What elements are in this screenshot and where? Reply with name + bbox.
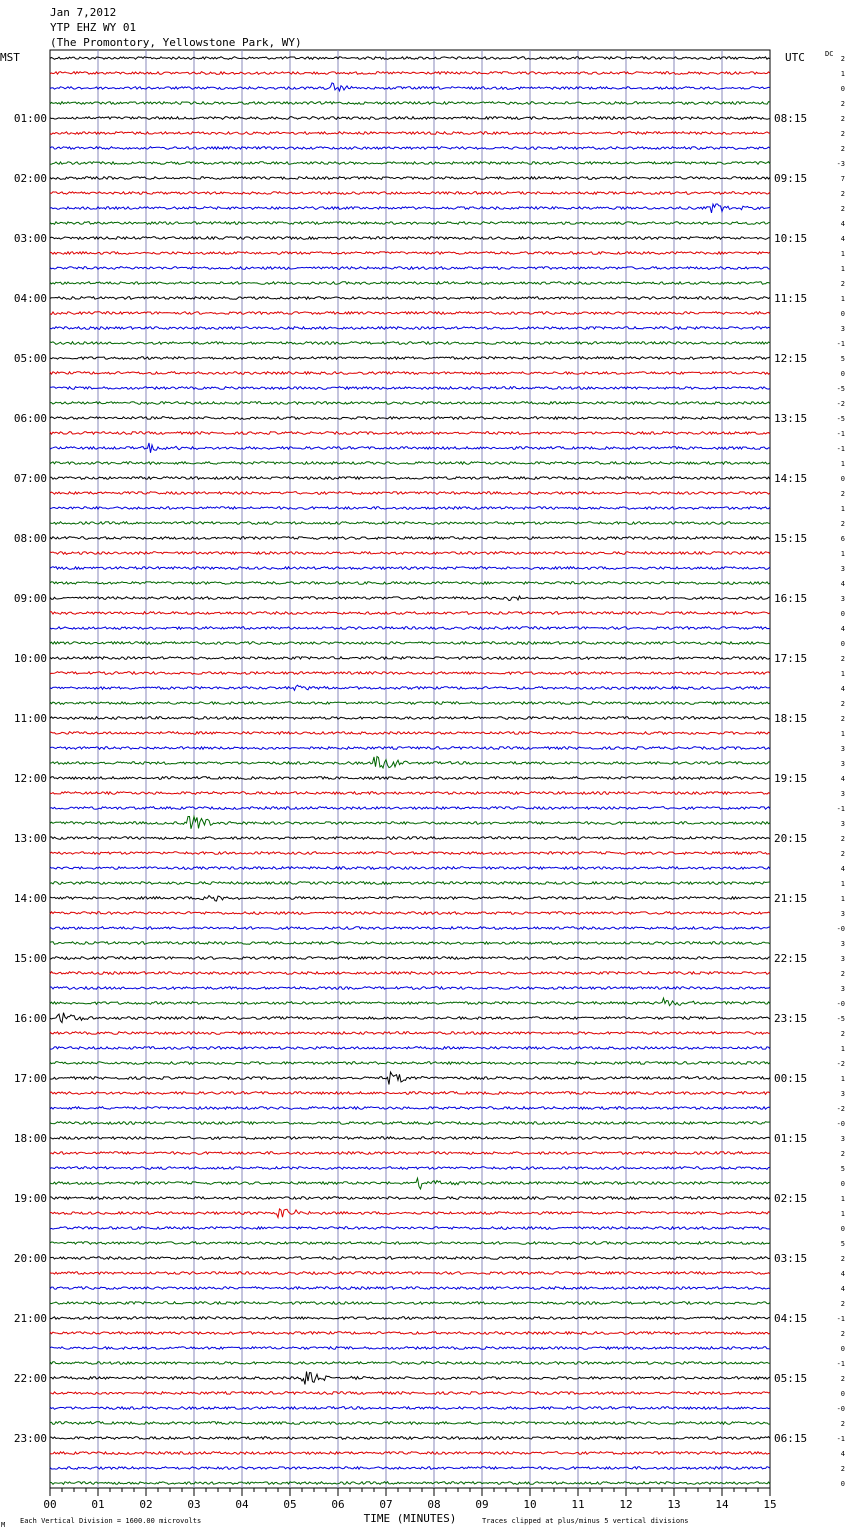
x-tick-label: 04 — [235, 1498, 249, 1511]
dc-offset-value: 5 — [840, 355, 845, 363]
seismic-trace — [50, 685, 770, 690]
dc-offset-value: 1 — [840, 70, 845, 78]
dc-offset-value: 2 — [840, 715, 845, 723]
dc-offset-value: 2 — [840, 700, 845, 708]
dc-offset-value: 5 — [840, 1165, 845, 1173]
seismic-trace — [50, 72, 770, 75]
dc-offset-value: 3 — [840, 955, 845, 963]
left-timezone-label: MST — [0, 51, 20, 64]
dc-offset-value: 1 — [840, 250, 845, 258]
seismic-trace — [50, 507, 770, 510]
dc-offset-value: -1 — [836, 1315, 845, 1323]
dc-offset-value: 3 — [840, 745, 845, 753]
dc-offset-value: 3 — [840, 325, 845, 333]
seismic-trace — [50, 192, 770, 195]
mst-hour-label: 23:00 — [13, 1432, 47, 1445]
dc-offset-value: 2 — [840, 1330, 845, 1338]
seismic-trace — [50, 147, 770, 150]
x-tick-label: 14 — [715, 1498, 729, 1511]
dc-offset-value: 4 — [840, 220, 845, 228]
mst-hour-label: 05:00 — [13, 352, 47, 365]
dc-offset-labels — [837, 55, 845, 1488]
dc-offset-value: 4 — [840, 865, 845, 873]
utc-hour-label: 06:15 — [774, 1432, 808, 1445]
seismic-trace — [50, 1227, 770, 1230]
dc-offset-value: -0 — [836, 1120, 845, 1128]
seismic-trace — [50, 1122, 770, 1125]
dc-offset-value: 2 — [840, 970, 845, 978]
dc-offset-value: 2 — [840, 190, 845, 198]
dc-offset-value: 1 — [840, 730, 845, 738]
dc-offset-value: 2 — [840, 1255, 845, 1263]
seismic-trace — [50, 1072, 770, 1085]
dc-offset-value: 2 — [840, 205, 845, 213]
utc-hour-label: 12:15 — [774, 352, 808, 365]
dc-offset-value: 1 — [840, 895, 845, 903]
x-tick-label: 03 — [187, 1498, 201, 1511]
mst-hour-label: 09:00 — [13, 592, 47, 605]
utc-hour-label: 18:15 — [774, 712, 808, 725]
dc-offset-value: 2 — [840, 1465, 845, 1473]
dc-offset-value: 3 — [840, 1135, 845, 1143]
seismic-trace — [50, 972, 770, 975]
seismic-trace — [50, 462, 770, 465]
record-date: Jan 7,2012 — [50, 6, 117, 19]
seismic-trace — [50, 657, 770, 660]
dc-offset-value: 4 — [840, 1450, 845, 1458]
seismic-trace — [50, 1062, 770, 1065]
seismic-trace — [50, 1302, 770, 1305]
dc-offset-value: 0 — [840, 85, 845, 93]
utc-hour-label: 03:15 — [774, 1252, 808, 1265]
dc-offset-value: 2 — [840, 850, 845, 858]
seismic-trace — [50, 642, 770, 645]
dc-offset-value: 1 — [840, 1210, 845, 1218]
dc-offset-value: -1 — [836, 340, 845, 348]
dc-offset-value: 0 — [840, 610, 845, 618]
x-tick-label: 12 — [619, 1498, 633, 1511]
seismic-trace — [50, 402, 770, 405]
dc-offset-value: -1 — [836, 445, 845, 453]
mst-hour-label: 15:00 — [13, 952, 47, 965]
seismic-trace — [50, 1137, 770, 1140]
utc-hour-label: 14:15 — [774, 472, 808, 485]
mst-hour-label: 06:00 — [13, 412, 47, 425]
mst-hour-label: 14:00 — [13, 892, 47, 905]
seismic-trace — [50, 57, 770, 60]
dc-offset-value: -0 — [836, 1405, 845, 1413]
dc-offset-value: 0 — [840, 1180, 845, 1188]
mst-hour-label: 18:00 — [13, 1132, 47, 1145]
seismic-trace — [50, 998, 770, 1006]
utc-hour-label: 02:15 — [774, 1192, 808, 1205]
dc-offset-value: 1 — [840, 505, 845, 513]
mst-hour-label: 22:00 — [13, 1372, 47, 1385]
seismic-trace — [50, 1287, 770, 1290]
seismic-trace — [50, 807, 770, 810]
seismic-trace — [50, 1482, 770, 1485]
seismic-trace — [50, 867, 770, 870]
dc-offset-value: 3 — [840, 565, 845, 573]
mst-hour-label: 17:00 — [13, 1072, 47, 1085]
dc-offset-value: 1 — [840, 265, 845, 273]
dc-offset-value: -2 — [836, 400, 845, 408]
utc-hour-label: 00:15 — [774, 1072, 808, 1085]
utc-hour-label: 11:15 — [774, 292, 808, 305]
seismic-trace — [50, 612, 770, 615]
utc-hour-label: 09:15 — [774, 172, 808, 185]
dc-offset-value: 2 — [840, 520, 845, 528]
seismic-trace — [50, 522, 770, 525]
dc-offset-value: 1 — [840, 550, 845, 558]
dc-offset-value: 2 — [840, 1150, 845, 1158]
seismic-trace — [50, 537, 770, 540]
seismic-trace — [50, 492, 770, 495]
mst-hour-label: 13:00 — [13, 832, 47, 845]
mst-hour-label: 20:00 — [13, 1252, 47, 1265]
seismic-trace — [50, 757, 770, 768]
seismic-trace — [50, 297, 770, 300]
seismic-trace — [50, 1372, 770, 1385]
x-tick-label: 07 — [379, 1498, 393, 1511]
dc-offset-value: 2 — [840, 145, 845, 153]
utc-hour-labels — [774, 112, 807, 1445]
dc-offset-value: 0 — [840, 1390, 845, 1398]
seismic-trace — [50, 957, 770, 960]
dc-offset-value: 0 — [840, 1345, 845, 1353]
dc-offset-value: 4 — [840, 235, 845, 243]
mst-hour-label: 12:00 — [13, 772, 47, 785]
seismic-trace — [50, 1032, 770, 1035]
seismic-trace — [50, 552, 770, 555]
dc-offset-value: 1 — [840, 880, 845, 888]
dc-offset-value: -2 — [836, 1060, 845, 1068]
seismic-trace — [50, 817, 770, 829]
clip-note: Traces clipped at plus/minus 5 vertical divisions — [482, 1517, 689, 1525]
dc-offset-value: 2 — [840, 130, 845, 138]
seismic-trace — [50, 282, 770, 285]
dc-offset-value: -5 — [836, 415, 845, 423]
mst-hour-labels — [14, 112, 47, 1445]
dc-offset-value: 2 — [840, 655, 845, 663]
x-tick-label: 02 — [139, 1498, 153, 1511]
dc-offset-value: 2 — [840, 280, 845, 288]
x-tick-label: 00 — [43, 1498, 57, 1511]
dc-offset-value: 5 — [840, 1240, 845, 1248]
dc-offset-value: 4 — [840, 775, 845, 783]
utc-hour-label: 04:15 — [774, 1312, 808, 1325]
dc-offset-value: 2 — [840, 100, 845, 108]
seismic-traces — [50, 57, 770, 1485]
seismic-trace — [50, 1092, 770, 1095]
dc-offset-value: 1 — [840, 1045, 845, 1053]
seismic-trace — [50, 117, 770, 120]
mst-hour-label: 16:00 — [13, 1012, 47, 1025]
seismic-trace — [50, 912, 770, 915]
seismic-trace — [50, 942, 770, 945]
seismic-trace — [50, 732, 770, 735]
seismic-trace — [50, 372, 770, 375]
utc-hour-label: 15:15 — [774, 532, 808, 545]
seismic-trace — [50, 596, 770, 601]
dc-offset-value: -0 — [836, 1000, 845, 1008]
x-tick-label: 06 — [331, 1498, 345, 1511]
dc-offset-value: 3 — [840, 595, 845, 603]
seismic-trace — [50, 627, 770, 630]
seismic-trace — [50, 1452, 770, 1455]
utc-hour-label: 22:15 — [774, 952, 808, 965]
utc-hour-label: 13:15 — [774, 412, 808, 425]
mst-hour-label: 01:00 — [13, 112, 47, 125]
seismic-trace — [50, 477, 770, 480]
seismic-trace — [50, 702, 770, 705]
dc-offset-value: 2 — [840, 835, 845, 843]
dc-offset-value: 3 — [840, 985, 845, 993]
seismic-trace — [50, 443, 770, 453]
x-tick-label: 15 — [763, 1498, 777, 1511]
seismic-trace — [50, 837, 770, 840]
dc-offset-value: 7 — [840, 175, 845, 183]
seismic-trace — [50, 852, 770, 855]
dc-offset-value: -1 — [836, 1360, 845, 1368]
seismic-trace — [50, 222, 770, 225]
dc-offset-value: 0 — [840, 1225, 845, 1233]
seismic-trace — [50, 83, 770, 91]
mst-hour-label: 02:00 — [13, 172, 47, 185]
dc-offset-header: DC — [825, 50, 834, 58]
seismic-trace — [50, 1272, 770, 1275]
dc-offset-value: 4 — [840, 1285, 845, 1293]
seismic-trace — [50, 327, 770, 330]
seismic-trace — [50, 1242, 770, 1245]
seismic-trace — [50, 1047, 770, 1050]
seismic-trace — [50, 102, 770, 105]
x-tick-label: 05 — [283, 1498, 297, 1511]
seismic-trace — [50, 1317, 770, 1320]
x-axis-ticks — [43, 1488, 776, 1511]
x-tick-label: 10 — [523, 1498, 537, 1511]
dc-offset-value: 1 — [840, 1195, 845, 1203]
dc-offset-value: 4 — [840, 685, 845, 693]
dc-offset-value: 3 — [840, 1090, 845, 1098]
dc-offset-value: -1 — [836, 430, 845, 438]
seismic-trace — [50, 1407, 770, 1410]
mst-hour-label: 03:00 — [13, 232, 47, 245]
dc-offset-value: 4 — [840, 580, 845, 588]
utc-hour-label: 08:15 — [774, 112, 808, 125]
utc-hour-label: 16:15 — [774, 592, 808, 605]
dc-offset-value: -5 — [836, 1015, 845, 1023]
dc-offset-value: 2 — [840, 1030, 845, 1038]
x-tick-label: 08 — [427, 1498, 441, 1511]
scale-note: Each Vertical Division = 1600.00 microvolts — [20, 1517, 202, 1525]
dc-offset-value: 2 — [840, 490, 845, 498]
dc-offset-value: -2 — [836, 1105, 845, 1113]
utc-hour-label: 23:15 — [774, 1012, 808, 1025]
x-tick-label: 13 — [667, 1498, 681, 1511]
seismic-trace — [50, 204, 770, 213]
dc-offset-value: -1 — [836, 805, 845, 813]
seismic-trace — [50, 417, 770, 420]
corner-mark: M — [1, 1521, 6, 1529]
dc-offset-value: 0 — [840, 475, 845, 483]
seismic-trace — [50, 987, 770, 990]
mst-hour-label: 21:00 — [13, 1312, 47, 1325]
seismic-trace — [50, 777, 770, 780]
dc-offset-value: -3 — [836, 160, 845, 168]
dc-offset-value: 2 — [840, 55, 845, 63]
x-axis-title: TIME (MINUTES) — [363, 1512, 457, 1525]
seismic-trace — [50, 1178, 770, 1189]
seismic-trace — [50, 896, 770, 902]
dc-offset-value: 0 — [840, 310, 845, 318]
dc-offset-value: 1 — [840, 670, 845, 678]
seismic-trace — [50, 1257, 770, 1260]
seismic-trace — [50, 582, 770, 585]
mst-hour-label: 19:00 — [13, 1192, 47, 1205]
seismic-trace — [50, 1197, 770, 1200]
dc-offset-value: 2 — [840, 1300, 845, 1308]
seismic-trace — [50, 1107, 770, 1110]
dc-offset-value: -1 — [836, 1435, 845, 1443]
utc-hour-label: 19:15 — [774, 772, 808, 785]
x-tick-label: 09 — [475, 1498, 489, 1511]
seismic-trace — [50, 1167, 770, 1170]
seismic-trace — [50, 1392, 770, 1395]
station-location: (The Promontory, Yellowstone Park, WY) — [50, 36, 302, 49]
dc-offset-value: 3 — [840, 820, 845, 828]
dc-offset-value: -5 — [836, 385, 845, 393]
seismic-trace — [50, 357, 770, 360]
seismic-trace — [50, 1422, 770, 1425]
dc-offset-value: 4 — [840, 1270, 845, 1278]
utc-hour-label: 17:15 — [774, 652, 808, 665]
seismic-trace — [50, 252, 770, 255]
dc-offset-value: 1 — [840, 1075, 845, 1083]
dc-offset-value: 3 — [840, 940, 845, 948]
utc-hour-label: 21:15 — [774, 892, 808, 905]
right-timezone-label: UTC — [785, 51, 805, 64]
utc-hour-label: 05:15 — [774, 1372, 808, 1385]
seismic-trace — [50, 1152, 770, 1155]
dc-offset-value: 0 — [840, 1480, 845, 1488]
seismic-trace — [50, 1332, 770, 1335]
seismic-trace — [50, 1362, 770, 1365]
seismic-trace — [50, 312, 770, 315]
utc-hour-label: 10:15 — [774, 232, 808, 245]
x-tick-label: 11 — [571, 1498, 585, 1511]
utc-hour-label: 20:15 — [774, 832, 808, 845]
seismic-trace — [50, 387, 770, 390]
seismic-trace — [50, 267, 770, 270]
dc-offset-value: 0 — [840, 370, 845, 378]
dc-offset-value: 4 — [840, 625, 845, 633]
seismic-trace — [50, 882, 770, 885]
dc-offset-value: 2 — [840, 1420, 845, 1428]
dc-offset-value: 2 — [840, 1375, 845, 1383]
dc-offset-value: 0 — [840, 640, 845, 648]
dc-offset-value: 3 — [840, 910, 845, 918]
utc-hour-label: 01:15 — [774, 1132, 808, 1145]
seismic-trace — [50, 567, 770, 570]
dc-offset-value: 3 — [840, 760, 845, 768]
seismic-trace — [50, 1467, 770, 1470]
seismic-trace — [50, 717, 770, 720]
dc-offset-value: 3 — [840, 790, 845, 798]
dc-offset-value: 1 — [840, 295, 845, 303]
mst-hour-label: 08:00 — [13, 532, 47, 545]
mst-hour-label: 10:00 — [13, 652, 47, 665]
dc-offset-value: 2 — [840, 115, 845, 123]
seismic-trace — [50, 1437, 770, 1440]
mst-hour-label: 04:00 — [13, 292, 47, 305]
dc-offset-value: 1 — [840, 460, 845, 468]
seismic-trace — [50, 792, 770, 795]
dc-offset-value: 6 — [840, 535, 845, 543]
x-tick-label: 01 — [91, 1498, 105, 1511]
mst-hour-label: 11:00 — [13, 712, 47, 725]
seismic-trace — [50, 672, 770, 675]
seismic-trace — [50, 432, 770, 435]
seismic-trace — [50, 237, 770, 240]
seismic-trace — [50, 132, 770, 135]
dc-offset-value: -0 — [836, 925, 845, 933]
station-code: YTP EHZ WY 01 — [50, 21, 137, 34]
seismic-trace — [50, 177, 770, 180]
seismic-trace — [50, 1013, 770, 1023]
seismic-trace — [50, 162, 770, 165]
seismic-trace — [50, 342, 770, 345]
seismic-trace — [50, 1347, 770, 1350]
mst-hour-label: 07:00 — [13, 472, 47, 485]
seismic-trace — [50, 1209, 770, 1218]
seismic-trace — [50, 747, 770, 750]
seismic-trace — [50, 927, 770, 930]
